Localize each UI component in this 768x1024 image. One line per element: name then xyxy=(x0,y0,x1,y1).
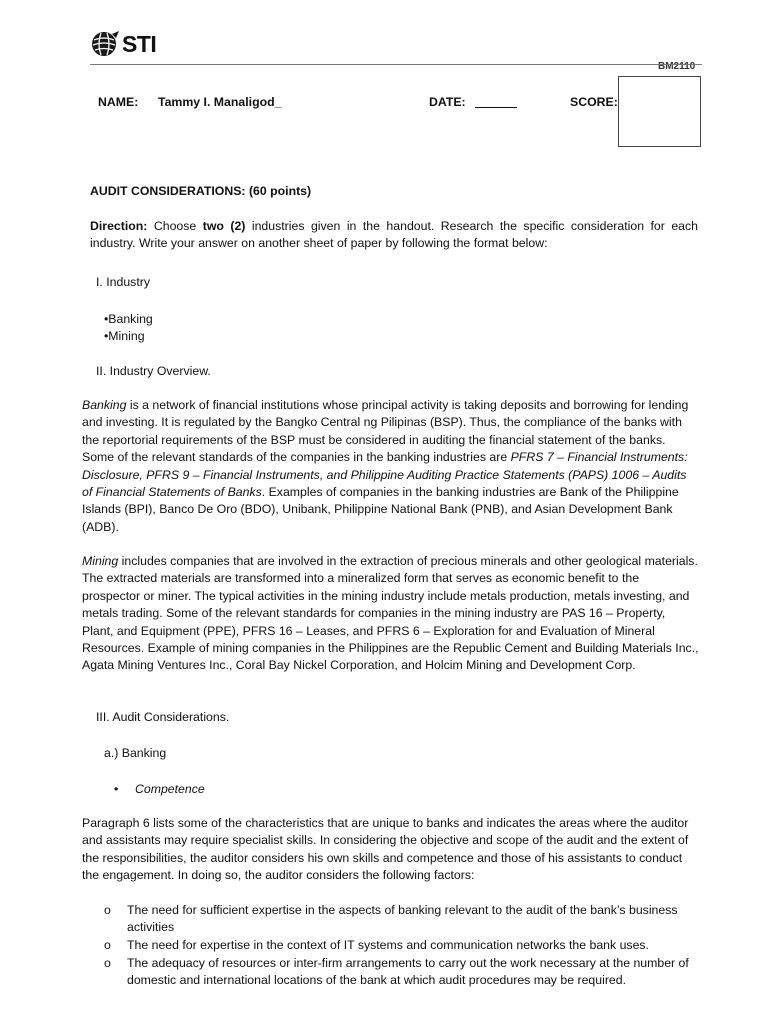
page-title: AUDIT CONSIDERATIONS: (60 points) xyxy=(90,184,312,198)
mining-text: includes companies that are involved in the extraction of precious minerals and other geological materials. The extracted materials are transformed into a mineralized form that serves as economic benefit to the prospector or miner. The typical activities in the mining industry include metals production, metals investing, and metals trading. Some of the relevant standards for companies in the mining industry are PAS 16 – Property, Plant, and Equipment (PPE), PFRS 16 – Leases, and PFRS 6 – Exploration for and Evaluation of Mineral Resources. Example of mining companies in the Philippines are the Republic Cement and Building Materials Inc., Agata Mining Ventures Inc., Coral Bay Nickel Corporation, and Holcim Mining and Development Corp. xyxy=(82,554,699,673)
direction-text-b: industries given in the handout. Research the specific consideration for each industry. Write your answer on another sheet of paper by following the format below: xyxy=(90,219,698,251)
document-code: BM2110 xyxy=(658,61,696,72)
banking-text-b: . Examples of companies in the banking industries are Bank of the Philippine Islands (BPI), Banco De Oro (BDO), Unibank, Philippine National Bank (PNB), and Asian Development Bank (ADB). xyxy=(82,485,679,534)
factor-marker-1: o xyxy=(104,903,111,917)
industry-item-mining: •Mining xyxy=(104,329,145,343)
factor-marker-3: o xyxy=(104,956,111,970)
banking-term: Banking xyxy=(82,398,127,412)
name-value: Tammy I. Manaligod_ xyxy=(158,95,282,109)
section-1-heading: I. Industry xyxy=(96,275,150,289)
banking-overview-paragraph xyxy=(82,397,700,536)
section-3-heading: III. Audit Considerations. xyxy=(96,710,230,724)
score-box xyxy=(618,76,701,147)
paragraph-6: Paragraph 6 lists some of the characteristics that are unique to banks and indicates the areas where the auditor and assistants may require specialist skills. In considering the objective and scope of the audit and the extent of the responsibilities, the auditor considers his own skills and competence and those of his assistants to conduct the engagement. In doing so, the auditor considers the following factors: xyxy=(82,816,689,883)
date-label: DATE: xyxy=(429,95,466,109)
banking-text-a: is a network of financial institutions whose principal activity is taking deposits and borrowing for lending and investing. It is regulated by the Bangko Central ng Pilipinas (BSP). Thus, the compliance of the banks with the reportorial requirements of the BSP must be considered in auditing the financial statement of the banks. Some of the relevant standards of the companies in the banking industries are xyxy=(82,398,689,465)
name-label: NAME: xyxy=(98,95,139,109)
banking-standards: PFRS 7 – Financial Instruments: Disclosure, PFRS 9 – Financial Instruments, and Philippine Auditing Practice Statements (PAPS) 1006 – Audits of Financial Statements of Banks xyxy=(82,450,688,500)
date-field xyxy=(475,94,517,113)
factor-item-1: The need for sufficient expertise in the aspects of banking relevant to the audit of the bank’s business activities xyxy=(127,903,678,935)
subsection-banking: a.) Banking xyxy=(104,746,167,760)
factor-item-2: The need for expertise in the context of IT systems and communication networks the bank uses. xyxy=(127,938,649,952)
direction-text-a: Choose xyxy=(147,219,203,233)
sti-logo xyxy=(90,30,156,58)
competence-heading: Competence xyxy=(135,782,205,796)
direction-label: Direction: xyxy=(90,219,148,233)
direction-emphasis: two (2) xyxy=(202,219,246,233)
factor-marker-2: o xyxy=(104,938,111,952)
mining-term: Mining xyxy=(82,554,119,568)
industry-item-banking: •Banking xyxy=(104,312,153,326)
mining-overview-paragraph xyxy=(82,553,700,675)
factor-item-3: The adequacy of resources or inter-firm arrangements to carry out the work necessary at the number of domestic and international locations of the bank at which audit procedures may be required. xyxy=(127,956,689,988)
logo-text: STI xyxy=(122,31,157,57)
header-divider xyxy=(90,64,702,65)
section-2-heading: II. Industry Overview. xyxy=(96,364,211,378)
globe-icon xyxy=(90,30,120,58)
direction-paragraph xyxy=(90,218,698,253)
score-label: SCORE: xyxy=(570,95,618,109)
competence-bullet: • xyxy=(114,782,119,796)
